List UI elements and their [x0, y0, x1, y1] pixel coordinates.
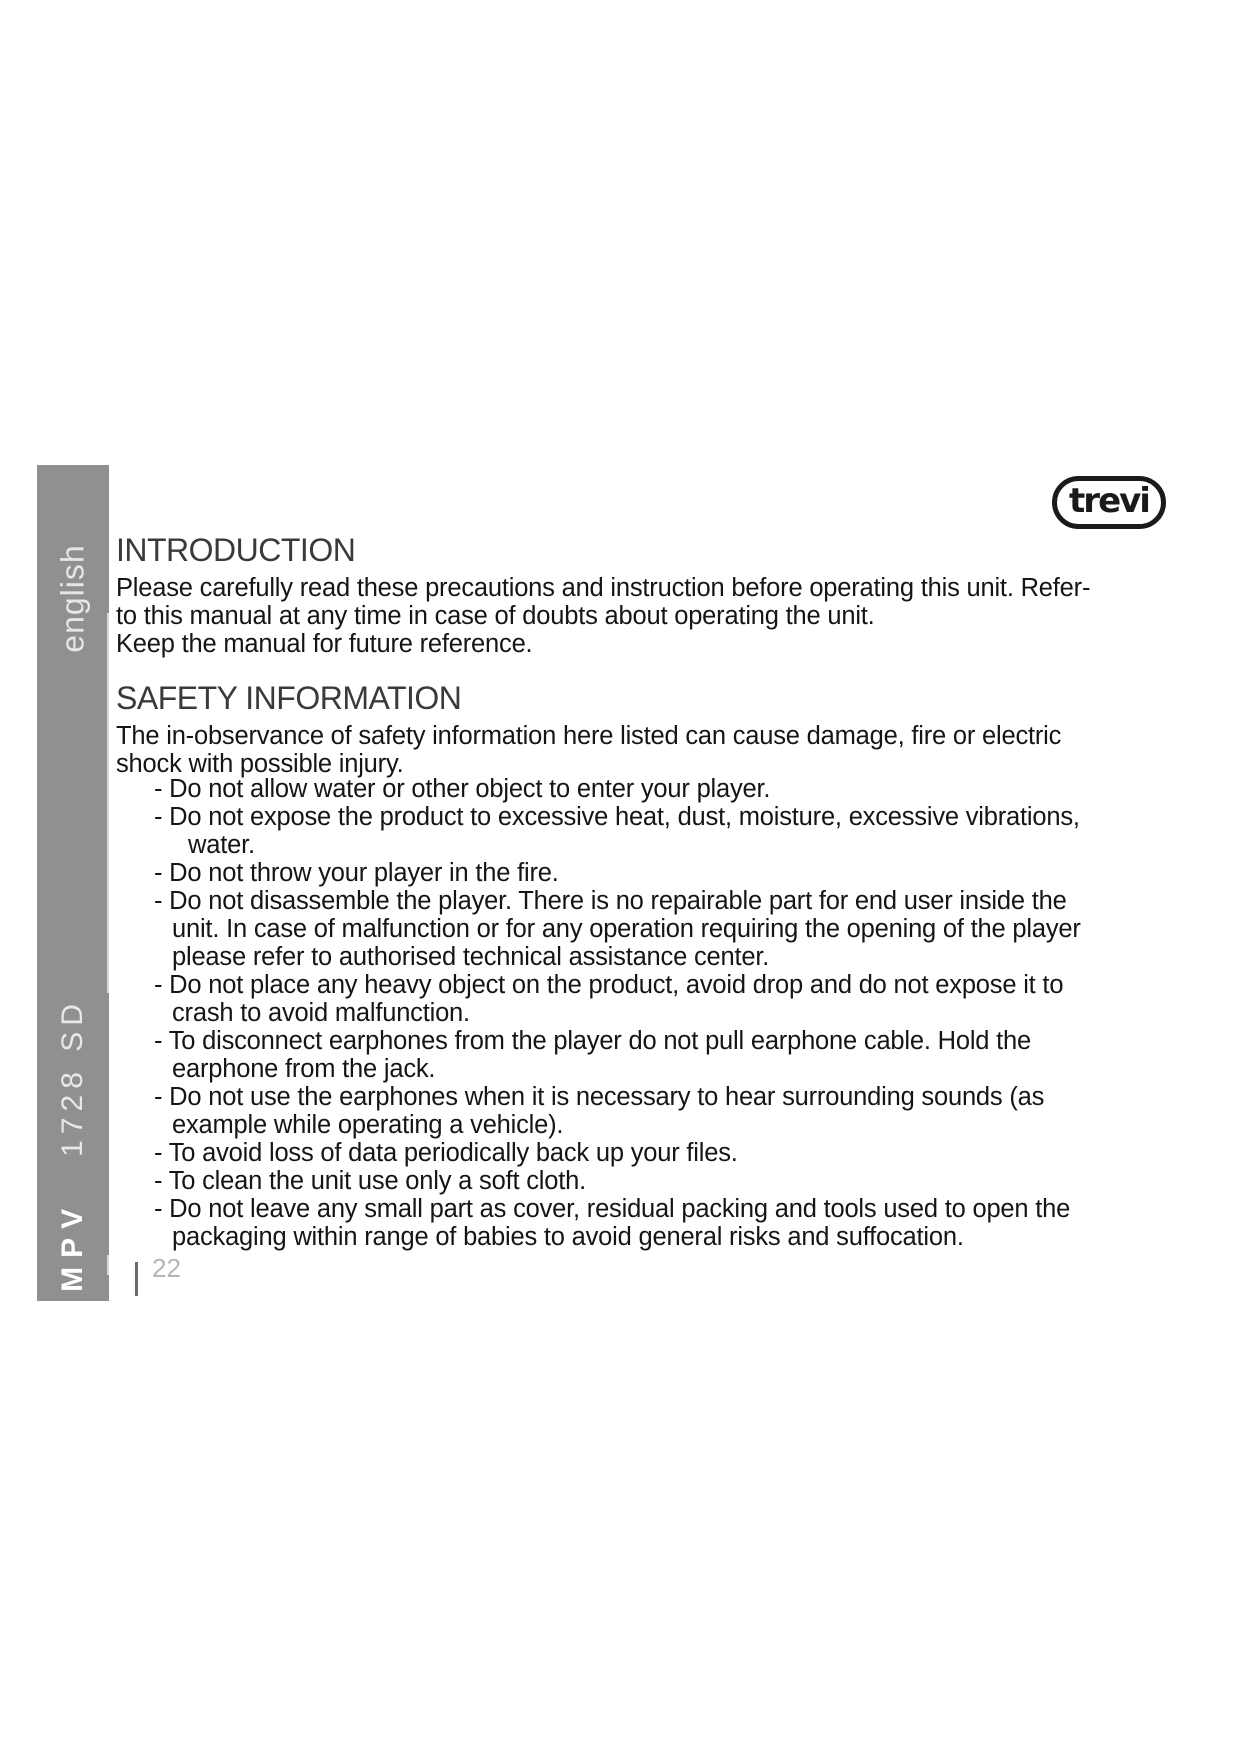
sidebar-model-bold: MPV: [56, 1199, 89, 1292]
safety-lead-line: The in-observance of safety information here listed can cause damage, fire or electric: [116, 722, 1062, 750]
page-number: 22: [152, 1253, 181, 1283]
safety-item: [154, 803, 1174, 859]
page-number-bar: [135, 1262, 138, 1296]
safety-item: [154, 971, 1174, 1027]
safety-item-text: - Do not allow water or other object to enter your player.: [154, 775, 771, 803]
safety-item-text: - To disconnect earphones from the player do not pull earphone cable. Hold the: [154, 1027, 1031, 1055]
sidebar-model-number: 1728 SD: [56, 998, 89, 1157]
safety-lead-paragraph: [116, 722, 1061, 778]
safety-item: [154, 1027, 1174, 1083]
safety-item: [154, 887, 1174, 971]
safety-item: [154, 859, 1174, 887]
safety-item-text: - Do not leave any small part as cover, residual packing and tools used to open the: [154, 1195, 1071, 1223]
safety-item-continuation: earphone from the jack.: [172, 1055, 436, 1083]
intro-line: to this manual at any time in case of doubts about operating the unit.: [116, 602, 875, 630]
safety-item-text: - Do not disassemble the player. There is no repairable part for end user inside the: [154, 887, 1067, 915]
safety-item: [154, 1083, 1174, 1139]
trevi-logo: [1052, 476, 1166, 529]
safety-item-continuation: example while operating a vehicle).: [172, 1111, 564, 1139]
safety-item: [154, 1167, 1174, 1195]
sidebar-divider-line: [107, 613, 109, 993]
safety-list: [154, 775, 1174, 1251]
intro-line: Keep the manual for future reference.: [116, 630, 533, 658]
sidebar-divider-line-bottom: [107, 1255, 109, 1275]
intro-paragraph: [116, 574, 1090, 658]
safety-item-text: - Do not expose the product to excessive heat, dust, moisture, excessive vibrations,: [154, 803, 1080, 831]
safety-item: [154, 1195, 1174, 1251]
safety-item: [154, 775, 1174, 803]
sidebar-language-label: english: [54, 544, 91, 653]
sidebar-model-label: [56, 998, 90, 1292]
safety-item-continuation: unit. In case of malfunction or for any operation requiring the opening of the player: [172, 915, 1081, 943]
safety-item-continuation: packaging within range of babies to avoid general risks and suffocation.: [172, 1223, 964, 1251]
safety-item-continuation: water.: [188, 831, 255, 859]
safety-item-continuation: crash to avoid malfunction.: [172, 999, 470, 1027]
intro-heading: INTRODUCTION: [116, 532, 356, 568]
safety-item-text: - Do not use the earphones when it is necessary to hear surrounding sounds (as: [154, 1083, 1045, 1111]
safety-heading: SAFETY INFORMATION: [116, 680, 462, 716]
safety-item-text: - Do not place any heavy object on the product, avoid drop and do not expose it to: [154, 971, 1064, 999]
safety-item-text: - Do not throw your player in the fire.: [154, 859, 559, 887]
safety-item-text: - To avoid loss of data periodically back up your files.: [154, 1139, 738, 1167]
intro-line: Please carefully read these precautions and instruction before operating this unit. Refer-: [116, 574, 1091, 602]
safety-lead-line: shock with possible injury.: [116, 750, 404, 778]
trevi-logo-text: trevi: [1069, 481, 1149, 521]
safety-item-continuation: please refer to authorised technical assistance center.: [172, 943, 770, 971]
safety-item: [154, 1139, 1174, 1167]
safety-item-text: - To clean the unit use only a soft cloth.: [154, 1167, 586, 1195]
